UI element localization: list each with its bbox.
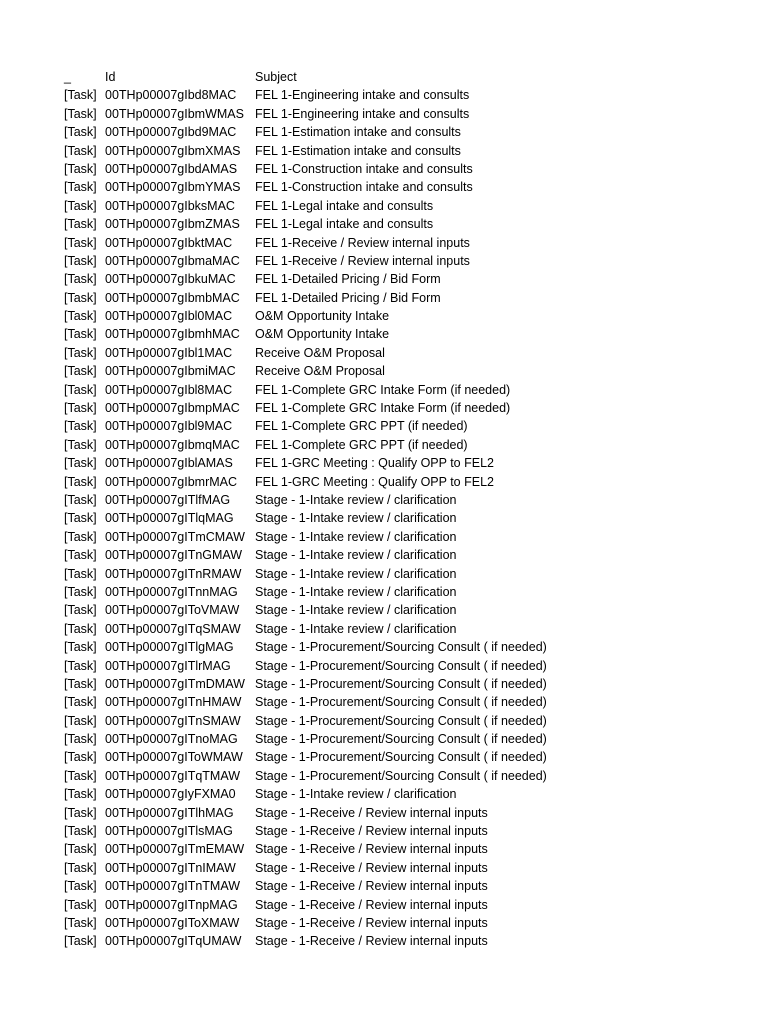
- table-row: [64, 381, 565, 399]
- cell-type: [Task]: [64, 474, 97, 489]
- cell-id: 00THp00007gITnoMAG: [105, 732, 238, 747]
- cell-id: 00THp00007gITmDMAW: [105, 676, 245, 691]
- cell-type: [Task]: [64, 161, 97, 176]
- cell-id: 00THp00007gITlqMAG: [105, 511, 234, 526]
- table-row: [64, 307, 565, 325]
- cell-subject: Stage - 1-Intake review / clarification: [255, 621, 457, 636]
- cell-subject: FEL 1-Legal intake and consults: [255, 217, 434, 232]
- cell-id: 00THp00007gIbmiMAC: [105, 364, 236, 379]
- table-row: [64, 840, 565, 858]
- cell-id: 00THp00007gIbl0MAC: [105, 309, 233, 324]
- cell-type: [Task]: [64, 364, 97, 379]
- cell-subject: Stage - 1-Receive / Review internal inputs: [255, 860, 488, 875]
- table-row: [64, 509, 565, 527]
- cell-type: [Task]: [64, 180, 97, 195]
- cell-subject: Stage - 1-Procurement/Sourcing Consult ( if needed): [255, 713, 547, 728]
- table-row: [64, 822, 565, 840]
- cell-id: 00THp00007gIblAMAS: [105, 456, 233, 471]
- cell-id: 00THp00007gIbmZMAS: [105, 217, 240, 232]
- cell-subject: Stage - 1-Receive / Review internal inputs: [255, 842, 488, 857]
- cell-id: 00THp00007gITlhMAG: [105, 805, 234, 820]
- cell-type: [Task]: [64, 897, 97, 912]
- cell-id: 00THp00007gITmCMAW: [105, 529, 245, 544]
- cell-id: 00THp00007gIbmpMAC: [105, 401, 240, 416]
- cell-subject: FEL 1-Detailed Pricing / Bid Form: [255, 290, 441, 305]
- cell-id: 00THp00007gIbmYMAS: [105, 180, 241, 195]
- cell-subject: Stage - 1-Receive / Review internal inputs: [255, 897, 488, 912]
- cell-type: [Task]: [64, 934, 97, 949]
- cell-id: 00THp00007gITqUMAW: [105, 934, 242, 949]
- cell-subject: Stage - 1-Procurement/Sourcing Consult ( if needed): [255, 732, 547, 747]
- cell-type: [Task]: [64, 309, 97, 324]
- cell-subject: Stage - 1-Intake review / clarification: [255, 492, 457, 507]
- table-row: [64, 362, 565, 380]
- cell-subject: FEL 1-Construction intake and consults: [255, 161, 473, 176]
- cell-type: [Task]: [64, 235, 97, 250]
- table-row: [64, 693, 565, 711]
- table-row: [64, 436, 565, 454]
- table-row: [64, 252, 565, 270]
- cell-id: 00THp00007gIToVMAW: [105, 603, 240, 618]
- cell-subject: Stage - 1-Procurement/Sourcing Consult ( if needed): [255, 750, 547, 765]
- cell-subject: Stage - 1-Receive / Review internal inputs: [255, 879, 488, 894]
- cell-type: [Task]: [64, 437, 97, 452]
- table-row: [64, 767, 565, 785]
- cell-id: 00THp00007gIyFXMA0: [105, 787, 236, 802]
- cell-subject: Receive O&M Proposal: [255, 364, 385, 379]
- table-row: [64, 160, 565, 178]
- cell-id: 00THp00007gIbksMAC: [105, 198, 235, 213]
- cell-subject: FEL 1-Complete GRC Intake Form (if needed): [255, 382, 511, 397]
- cell-type: [Task]: [64, 272, 97, 287]
- cell-subject: FEL 1-GRC Meeting : Qualify OPP to FEL2: [255, 474, 494, 489]
- table-row: [64, 638, 565, 656]
- cell-id: 00THp00007gITmEMAW: [105, 842, 245, 857]
- table-row: [64, 859, 565, 877]
- cell-id: 00THp00007gITlgMAG: [105, 640, 234, 655]
- cell-subject: Stage - 1-Procurement/Sourcing Consult ( if needed): [255, 695, 547, 710]
- table-row: [64, 565, 565, 583]
- cell-subject: FEL 1-Legal intake and consults: [255, 198, 434, 213]
- cell-id: 00THp00007gIbd8MAC: [105, 88, 237, 103]
- table-row: [64, 896, 565, 914]
- cell-id: 00THp00007gIbmWMAS: [105, 106, 244, 121]
- table-row: [64, 399, 565, 417]
- cell-type: [Task]: [64, 125, 97, 140]
- cell-subject: Receive O&M Proposal: [255, 345, 385, 360]
- table-row: [64, 657, 565, 675]
- cell-type: [Task]: [64, 345, 97, 360]
- cell-subject: Stage - 1-Receive / Review internal inputs: [255, 915, 488, 930]
- cell-id: 00THp00007gITqTMAW: [105, 768, 241, 783]
- table-row: [64, 675, 565, 693]
- cell-type: [Task]: [64, 732, 97, 747]
- table-row: [64, 215, 565, 233]
- table-row: [64, 86, 565, 104]
- cell-type: [Task]: [64, 750, 97, 765]
- column-header-subject: Subject: [255, 70, 297, 84]
- cell-subject: FEL 1-Detailed Pricing / Bid Form: [255, 272, 441, 287]
- cell-type: [Task]: [64, 382, 97, 397]
- cell-type: [Task]: [64, 768, 97, 783]
- table-row: [64, 528, 565, 546]
- cell-subject: Stage - 1-Procurement/Sourcing Consult ( if needed): [255, 640, 547, 655]
- cell-id: 00THp00007gIbmaMAC: [105, 253, 240, 268]
- cell-id: 00THp00007gIbmrMAC: [105, 474, 238, 489]
- cell-id: 00THp00007gITnIMAW: [105, 860, 236, 875]
- cell-type: [Task]: [64, 584, 97, 599]
- cell-type: [Task]: [64, 419, 97, 434]
- cell-type: [Task]: [64, 915, 97, 930]
- cell-id: 00THp00007gITlsMAG: [105, 824, 233, 839]
- cell-type: [Task]: [64, 640, 97, 655]
- cell-id: 00THp00007gITlfMAG: [105, 492, 231, 507]
- cell-type: [Task]: [64, 143, 97, 158]
- table-row: [64, 142, 565, 160]
- cell-id: 00THp00007gITnnMAG: [105, 584, 238, 599]
- cell-subject: Stage - 1-Intake review / clarification: [255, 548, 457, 563]
- table-row: [64, 197, 565, 215]
- cell-type: [Task]: [64, 401, 97, 416]
- cell-id: 00THp00007gIbd9MAC: [105, 125, 237, 140]
- table-row: [64, 601, 565, 619]
- task-table: [64, 68, 565, 951]
- table-row: [64, 178, 565, 196]
- cell-type: [Task]: [64, 529, 97, 544]
- table-row: [64, 932, 565, 950]
- cell-subject: Stage - 1-Receive / Review internal inputs: [255, 934, 488, 949]
- cell-type: [Task]: [64, 511, 97, 526]
- cell-type: [Task]: [64, 106, 97, 121]
- cell-type: [Task]: [64, 842, 97, 857]
- cell-subject: O&M Opportunity Intake: [255, 309, 390, 324]
- cell-id: 00THp00007gIbl8MAC: [105, 382, 233, 397]
- table-row: [64, 344, 565, 362]
- table-row: [64, 730, 565, 748]
- table-row: [64, 417, 565, 435]
- cell-type: [Task]: [64, 88, 97, 103]
- table-row: [64, 105, 565, 123]
- cell-type: [Task]: [64, 548, 97, 563]
- table-row: [64, 804, 565, 822]
- column-header-id: Id: [105, 70, 116, 84]
- cell-subject: FEL 1-Receive / Review internal inputs: [255, 253, 470, 268]
- cell-type: [Task]: [64, 217, 97, 232]
- table-row: [64, 289, 565, 307]
- cell-subject: Stage - 1-Intake review / clarification: [255, 511, 457, 526]
- table-row: [64, 914, 565, 932]
- cell-type: [Task]: [64, 566, 97, 581]
- cell-type: [Task]: [64, 456, 97, 471]
- cell-id: 00THp00007gIToWMAW: [105, 750, 243, 765]
- cell-subject: Stage - 1-Intake review / clarification: [255, 529, 457, 544]
- cell-subject: Stage - 1-Intake review / clarification: [255, 603, 457, 618]
- cell-id: 00THp00007gIToXMAW: [105, 915, 240, 930]
- cell-subject: FEL 1-Complete GRC PPT (if needed): [255, 419, 468, 434]
- table-row: [64, 491, 565, 509]
- cell-subject: FEL 1-Engineering intake and consults: [255, 106, 470, 121]
- cell-subject: Stage - 1-Intake review / clarification: [255, 566, 457, 581]
- cell-subject: FEL 1-Estimation intake and consults: [255, 125, 461, 140]
- cell-id: 00THp00007gITqSMAW: [105, 621, 241, 636]
- table-body: [64, 86, 565, 950]
- cell-type: [Task]: [64, 787, 97, 802]
- cell-id: 00THp00007gIbktMAC: [105, 235, 233, 250]
- cell-subject: Stage - 1-Procurement/Sourcing Consult ( if needed): [255, 658, 547, 673]
- cell-id: 00THp00007gIbkuMAC: [105, 272, 236, 287]
- table-row: [64, 123, 565, 141]
- cell-subject: FEL 1-Estimation intake and consults: [255, 143, 461, 158]
- table-row: [64, 473, 565, 491]
- table-row: [64, 325, 565, 343]
- cell-id: 00THp00007gITnGMAW: [105, 548, 243, 563]
- cell-type: [Task]: [64, 492, 97, 507]
- table-row: [64, 546, 565, 564]
- cell-subject: FEL 1-Construction intake and consults: [255, 180, 473, 195]
- cell-type: [Task]: [64, 805, 97, 820]
- cell-type: [Task]: [64, 290, 97, 305]
- table-row: [64, 454, 565, 472]
- table-row: [64, 270, 565, 288]
- table-header: [64, 68, 565, 86]
- cell-subject: Stage - 1-Procurement/Sourcing Consult ( if needed): [255, 676, 547, 691]
- cell-id: 00THp00007gIbl9MAC: [105, 419, 233, 434]
- column-header-type: _: [64, 70, 71, 84]
- cell-type: [Task]: [64, 253, 97, 268]
- cell-type: [Task]: [64, 824, 97, 839]
- cell-type: [Task]: [64, 603, 97, 618]
- cell-subject: FEL 1-GRC Meeting : Qualify OPP to FEL2: [255, 456, 494, 471]
- table-row: [64, 785, 565, 803]
- cell-subject: Stage - 1-Intake review / clarification: [255, 787, 457, 802]
- cell-subject: FEL 1-Complete GRC Intake Form (if needed): [255, 401, 511, 416]
- cell-id: 00THp00007gITnTMAW: [105, 879, 241, 894]
- cell-id: 00THp00007gIbdAMAS: [105, 161, 238, 176]
- cell-type: [Task]: [64, 879, 97, 894]
- cell-id: 00THp00007gITnpMAG: [105, 897, 238, 912]
- cell-type: [Task]: [64, 860, 97, 875]
- cell-id: 00THp00007gITnHMAW: [105, 695, 242, 710]
- cell-subject: Stage - 1-Procurement/Sourcing Consult ( if needed): [255, 768, 547, 783]
- cell-type: [Task]: [64, 621, 97, 636]
- cell-id: 00THp00007gIbmhMAC: [105, 327, 240, 342]
- cell-id: 00THp00007gIbmqMAC: [105, 437, 240, 452]
- cell-type: [Task]: [64, 713, 97, 728]
- table-row: [64, 234, 565, 252]
- cell-subject: Stage - 1-Receive / Review internal inputs: [255, 824, 488, 839]
- cell-type: [Task]: [64, 695, 97, 710]
- cell-type: [Task]: [64, 676, 97, 691]
- cell-id: 00THp00007gIbl1MAC: [105, 345, 233, 360]
- cell-id: 00THp00007gITnSMAW: [105, 713, 241, 728]
- cell-type: [Task]: [64, 198, 97, 213]
- cell-id: 00THp00007gITlrMAG: [105, 658, 231, 673]
- table-row: [64, 877, 565, 895]
- cell-subject: FEL 1-Engineering intake and consults: [255, 88, 470, 103]
- cell-subject: FEL 1-Complete GRC PPT (if needed): [255, 437, 468, 452]
- cell-id: 00THp00007gIbmbMAC: [105, 290, 240, 305]
- cell-subject: Stage - 1-Receive / Review internal inputs: [255, 805, 488, 820]
- table-row: [64, 583, 565, 601]
- table-row: [64, 620, 565, 638]
- cell-subject: Stage - 1-Intake review / clarification: [255, 584, 457, 599]
- table-row: [64, 748, 565, 766]
- cell-id: 00THp00007gITnRMAW: [105, 566, 242, 581]
- cell-id: 00THp00007gIbmXMAS: [105, 143, 241, 158]
- cell-subject: O&M Opportunity Intake: [255, 327, 390, 342]
- cell-subject: FEL 1-Receive / Review internal inputs: [255, 235, 470, 250]
- cell-type: [Task]: [64, 327, 97, 342]
- cell-type: [Task]: [64, 658, 97, 673]
- table-row: [64, 712, 565, 730]
